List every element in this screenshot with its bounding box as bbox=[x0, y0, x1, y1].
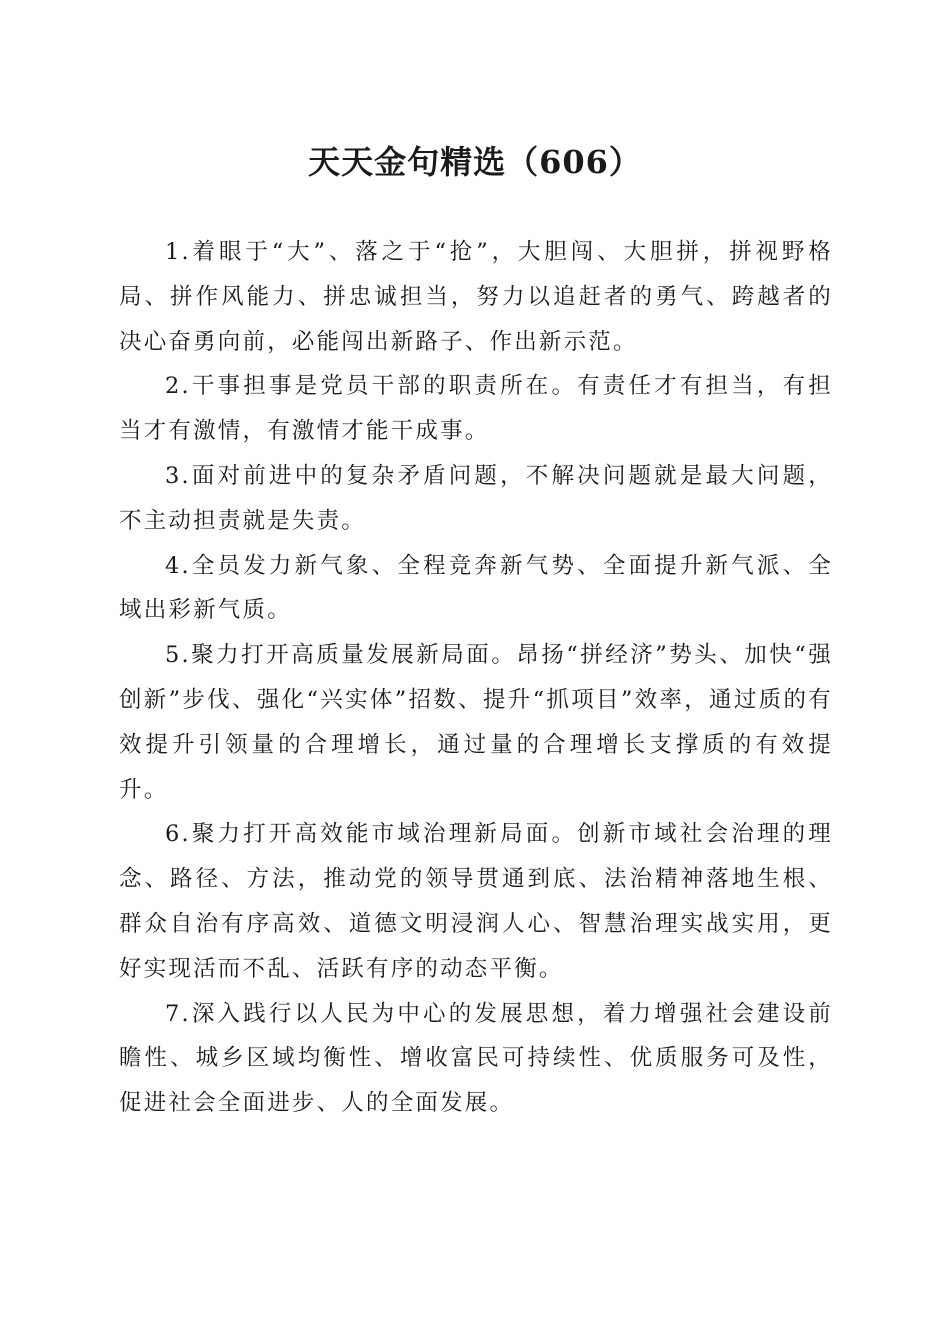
quote-paragraph-6: 6.聚力打开高效能市域治理新局面。创新市域社会治理的理念、路径、方法，推动党的领导贯通到底、法治精神落地生根、群众自治有序高效、道德文明浸润人心、智慧治理实战实用，更好实现活而不乱、活跃有序的动态平衡。 bbox=[119, 821, 833, 982]
quote-paragraph-7: 7.深入践行以人民为中心的发展思想，着力增强社会建设前瞻性、城乡区域均衡性、增收富民可持续性、优质服务可及性，促进社会全面进步、人的全面发展。 bbox=[119, 1000, 833, 1117]
document-title: 天天金句精选（606） bbox=[308, 143, 642, 181]
document-body bbox=[119, 230, 833, 1126]
quote-paragraph-5: 5.聚力打开高质量发展新局面。昂扬“拼经济”势头、加快“强创新”步伐、强化“兴实体”招数、提升“抓项目”效率，通过质的有效提升引领量的合理增长，通过量的合理增长支撑质的有效提升。 bbox=[119, 642, 833, 803]
quote-paragraph-1: 1.着眼于“大”、落之于“抢”，大胆闯、大胆拼，拼视野格局、拼作风能力、拼忠诚担当，努力以追赶者的勇气、跨越者的决心奋勇向前，必能闯出新路子、作出新示范。 bbox=[119, 239, 833, 355]
quote-paragraph-2: 2.干事担事是党员干部的职责所在。有责任才有担当，有担当才有激情，有激情才能干成事。 bbox=[119, 373, 833, 445]
quote-paragraph-3: 3.面对前进中的复杂矛盾问题，不解决问题就是最大问题，不主动担责就是失责。 bbox=[119, 462, 833, 534]
quote-paragraph-4: 4.全员发力新气象、全程竞奔新气势、全面提升新气派、全域出彩新气质。 bbox=[119, 552, 833, 624]
